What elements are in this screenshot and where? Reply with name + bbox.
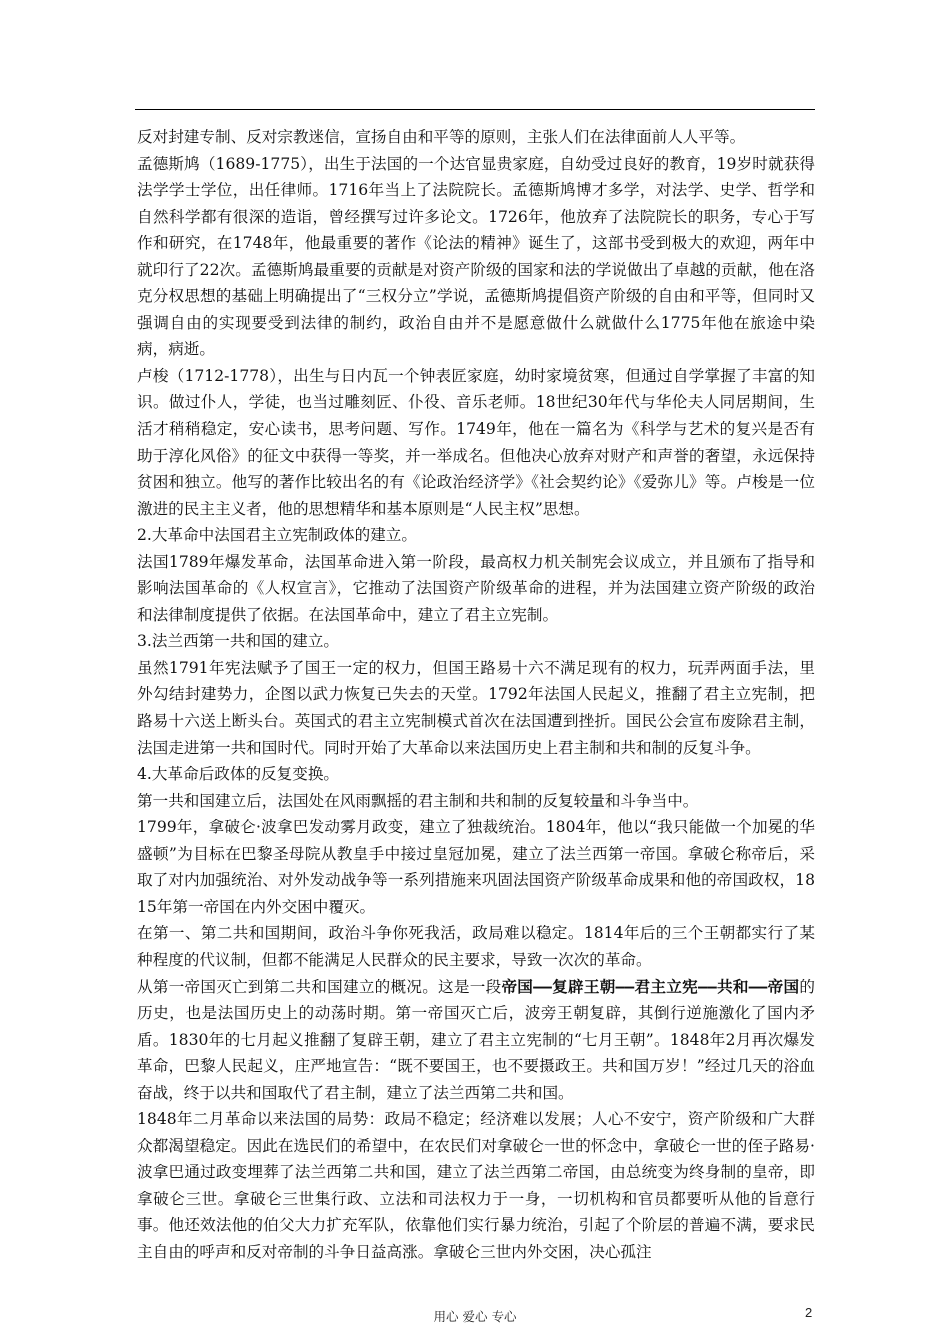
body-text xyxy=(137,124,815,1266)
paragraph-montesquieu: 孟德斯鸠（1689-1775），出生于法国的一个达官显贵家庭，自幼受过良好的教育，19岁时就获得法学学士学位，出任律师。1716年当上了法院院长。孟德斯鸠博才多学，对法学、史学、哲学和自然科学都有很深的造诣，曾经撰写过许多论文。1726年，他放弃了法院院长的职务，专心于写作和研究，在1748年，他最重要的著作《论法的精神》诞生了，这部书受到极大的欢迎，两年中就印行了22次。孟德斯鸠最重要的贡献是对资产阶级的国家和法的学说做出了卓越的贡献，他在洛克分权思想的基础上明确提出了“三权分立”学说，孟德斯鸠提倡资产阶级的自由和平等，但同时又强调自由的实现要受到法律的制约，政治自由并不是愿意做什么就做什么1775年他在旅途中染病，病逝。 xyxy=(137,154,815,359)
paragraph-second-empire: 1848年二月革命以来法国的局势：政局不稳定；经济难以发展；人心不安宁，资产阶级和广大群众都渴望稳定。因此在选民们的希望中，在农民们对拿破仑一世的怀念中，拿破仑一世的侄子路易·波拿巴通过政变埋葬了法兰西第二共和国，建立了法兰西第二帝国，由总统变为终身制的皇帝，即拿破仑三世。拿破仑三世集行政、立法和司法权力于一身，一切机构和官员都要听从他的旨意行事。他还效法他的伯父大力扩充军队，依靠他们实行暴力统治，引起了个阶层的普遍不满，要求民主自由的呼声和反对帝制的斗争日益高涨。拿破仑三世内外交困，决心孤注 xyxy=(137,1110,815,1261)
paragraph-after-first-republic: 第一共和国建立后，法国处在风雨飘摇的君主制和共和制的反复较量和斗争当中。 xyxy=(137,791,699,810)
paragraph-1789-revolution: 法国1789年爆发革命，法国革命进入第一阶段，最高权力机关制宪会议成立，并且颁布了指导和影响法国革命的《人权宣言》，它推动了法国资产阶级革命的进程，并为法国建立资产阶级的政治和法律制度提供了依据。在法国革命中，建立了君主立宪制。 xyxy=(137,552,815,624)
sequence-intro-text: 从第一帝国灭亡到第二共和国建立的概况。这是一段 xyxy=(137,977,502,996)
sequence-rest-text: 的历史，也是法国历史上的动荡时期。第一帝国灭亡后，波旁王朝复辟，其倒行逆施激化了国内矛盾。1830年的七月起义推翻了复辟王朝，建立了君主立宪制的“七月王朝”。1848年2月再次爆发革命，巴黎人民起义，庄严地宣告：“既不要国王，也不要摄政王。共和国万岁！”经过几天的浴血奋战，终于以共和国取代了君主制，建立了法兰西第二共和国。 xyxy=(137,977,815,1102)
page-number: 2 xyxy=(805,1305,813,1320)
paragraph-rousseau: 卢梭（1712-1778），出生与日内瓦一个钟表匠家庭，幼时家境贫寒，但通过自学掌握了丰富的知识。做过仆人，学徒，也当过雕刻匠、仆役、音乐老师。18世纪30年代与华伦夫人同居期间，生活才稍稍稳定，安心读书，思考问题、写作。1749年，他在一篇名为《科学与艺术的复兴是否有助于淳化风俗》的征文中获得一等奖，并一举成名。但他决心放弃对财产和声誉的奢望，永远保持贫困和独立。他写的著作比较出名的有《论政治经济学》《社会契约论》《爱弥儿》等。卢梭是一位激进的民主主义者，他的思想精华和基本原则是“人民主权”思想。 xyxy=(137,366,815,518)
section-heading-4: 4.大革命后政体的反复变换。 xyxy=(137,765,340,784)
footer-motto: 用心 爱心 专心 xyxy=(433,1309,517,1324)
paragraph-enlightenment-principles: 反对封建专制、反对宗教迷信，宣扬自由和平等的原则，主张人们在法律面前人人平等。 xyxy=(137,128,746,146)
section-heading-3: 3.法兰西第一共和国的建立。 xyxy=(137,632,340,651)
section-heading-2: 2.大革命中法国君主立宪制政体的建立。 xyxy=(137,526,417,545)
paragraph-republic-struggles: 在第一、第二共和国期间，政治斗争你死我活，政局难以稳定。1814年后的三个王朝都实行了某种程度的代议制，但都不能满足人民群众的民主要求，导致一次次的革命。 xyxy=(137,924,815,969)
regime-sequence-bold: 帝国——复辟王朝——君主立宪——共和——帝国 xyxy=(501,977,800,996)
paragraph-first-republic: 虽然1791年宪法赋予了国王一定的权力，但国王路易十六不满足现有的权力，玩弄两面手法，里外勾结封建势力，企图以武力恢复已失去的天堂。1792年法国人民起义，推翻了君主立宪制，把路易十六送上断头台。英国式的君主立宪制模式首次在法国遭到挫折。国民公会宣布废除君主制，法国走进第一共和国时代。同时开始了大革命以来法国历史上君主制和共和制的反复斗争。 xyxy=(137,658,815,757)
paragraph-regime-sequence xyxy=(137,974,815,1107)
paragraph-napoleon: 1799年，拿破仑·波拿巴发动雾月政变，建立了独裁统治。1804年，他以“我只能做一个加冕的华盛顿”为目标在巴黎圣母院从教皇手中接过皇冠加冕，建立了法兰西第一帝国。拿破仑称帝后，采取了对内加强统治、对外发动战争等一系列措施来巩固法国资产阶级革命成果和他的帝国政权，1815年第一帝国在内外交困中覆灭。 xyxy=(137,818,815,916)
header-rule xyxy=(135,109,815,110)
